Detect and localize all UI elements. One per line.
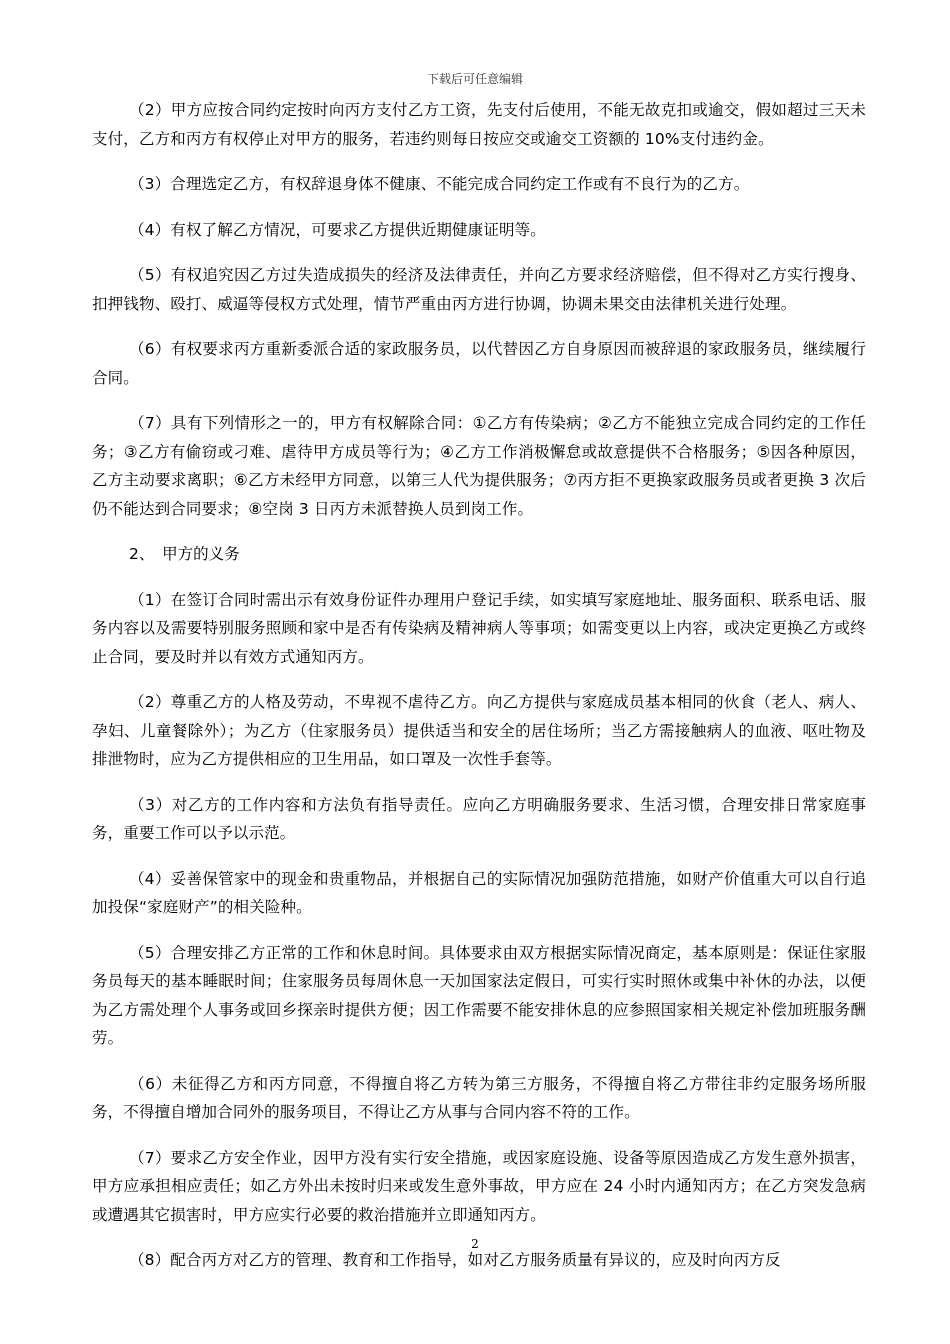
page-header: 下载后可任意编辑: [426, 72, 523, 86]
paragraph-4: （4）有权了解乙方情况，可要求乙方提供近期健康证明等。: [129, 220, 546, 239]
paragraph-5: （5）有权追究因乙方过失造成损失的经济及法律责任，并向乙方要求经济赔偿，但不得对乙方实行搜身、扣押钱物、殴打、威逼等侵权方式处理，情节严重由丙方进行协调，协调未果交由法律机关进行处理。: [92, 266, 866, 313]
obligation-7: （7）要求乙方安全作业，因甲方没有实行安全措施，或因家庭设施、设备等原因造成乙方发生意外损害，甲方应承担相应责任；如乙方外出未按时归来或发生意外事故，甲方应在 24 小时内通知丙方；在乙方突发急病或遭遇其它损害时，甲方应实行必要的救治措施并立即通知丙方。: [92, 1148, 866, 1224]
obligation-2: （2）尊重乙方的人格及劳动，不卑视不虐待乙方。向乙方提供与家庭成员基本相同的伙食（老人、病人、孕妇、儿童餐除外）；为乙方（住家服务员）提供适当和安全的居住场所；当乙方需接触病人的血液、呕吐物及排泄物时，应为乙方提供相应的卫生用品，如口罩及一次性手套等。: [92, 693, 866, 768]
obligation-3: （3）对乙方的工作内容和方法负有指导责任。应向乙方明确服务要求、生活习惯，合理安排日常家庭事务，重要工作可以予以示范。: [92, 795, 866, 842]
paragraph-6: （6）有权要求丙方重新委派合适的家政服务员，以代替因乙方自身原因而被辞退的家政服务员，继续履行合同。: [92, 340, 866, 387]
obligation-8: （8）配合丙方对乙方的管理、教育和工作指导，如对乙方服务质量有异议的，应及时向丙方反: [129, 1251, 781, 1269]
document-body: [92, 96, 866, 1292]
paragraph-3: （3）合理选定乙方，有权辞退身体不健康、不能完成合同约定工作或有不良行为的乙方。: [129, 175, 750, 193]
paragraph-7: （7）具有下列情形之一的，甲方有权解除合同：①乙方有传染病；②乙方不能独立完成合同约定的工作任务；③乙方有偷窃或刁难、虐待甲方成员等行为；④乙方工作消极懈怠或故意提供不合格服务；⑤因各种原因，乙方主动要求离职；⑥乙方未经甲方同意，以第三人代为提供服务；⑦丙方拒不更换家政服务员或者更换 3 次后仍不能达到合同要求；⑧空岗 3 日丙方未派替换人员到岗工作。: [92, 414, 866, 518]
obligation-1: （1）在签订合同时需出示有效身份证件办理用户登记手续，如实填写家庭地址、服务面积、联系电话、服务内容以及需要特别服务照顾和家中是否有传染病及精神病人等事项；如需变更以上内容，或决定更换乙方或终止合同，要及时并以有效方式通知丙方。: [92, 590, 866, 666]
obligation-5: （5）合理安排乙方正常的工作和休息时间。具体要求由双方根据实际情况商定，基本原则是：保证住家服务员每天的基本睡眠时间；住家服务员每周休息一天加国家法定假日，可实行实时照休或集中补休的办法，以便为乙方需处理个人事务或回乡探亲时提供方便；因工作需要不能安排休息的应参照国家相关规定补偿加班服务酬劳。: [92, 943, 866, 1047]
page-number: 2: [471, 1237, 479, 1251]
paragraph-2: （2）甲方应按合同约定按时向丙方支付乙方工资，先支付后使用，不能无故克扣或逾交，假如超过三天未支付，乙方和丙方有权停止对甲方的服务，若违约则每日按应交或逾交工资额的 10%支付违约金。: [92, 101, 866, 148]
obligation-4: （4）妥善保管家中的现金和贵重物品，并根据自己的实际情况加强防范措施，如财产价值重大可以自行追加投保“家庭财产”的相关险种。: [92, 869, 866, 916]
obligation-6: （6）未征得乙方和丙方同意，不得擅自将乙方转为第三方服务，不得擅自将乙方带往非约定服务场所服务，不得擅自增加合同外的服务项目，不得让乙方从事与合同内容不符的工作。: [92, 1074, 866, 1121]
section-heading-obligations: 2、 甲方的义务: [129, 545, 240, 563]
